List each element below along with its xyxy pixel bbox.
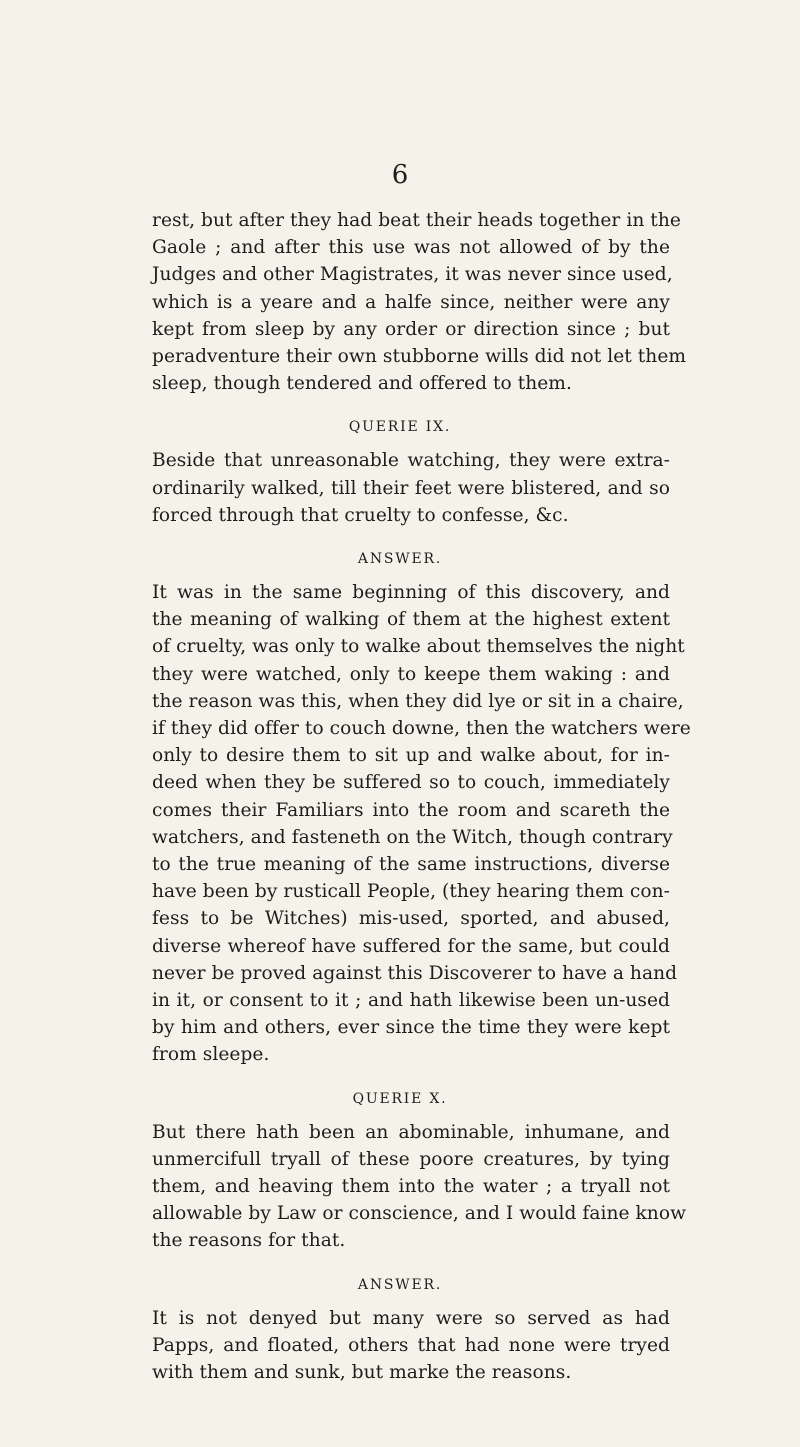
text-line: Beside that unreasonable watching, they were extra- [152,450,670,472]
text-line: allowable by Law or conscience, and I would faine know [152,1203,687,1225]
text-line: them, and heaving them into the water ; a tryall not [152,1176,670,1197]
section-heading-querie-x: QUERIE X. [352,1090,448,1107]
text-line: which is a yeare and a halfe since, neither were any [152,291,670,313]
text-line: Judges and other Magistrates, it was never since used, [152,264,673,286]
text-line: peradventure their own stubborne wills did not let them [152,346,687,368]
text-line: Gaole ; and after this use was not allowed of by the [152,237,670,259]
section-heading-answer-2: ANSWER. [357,1276,443,1293]
paragraph-2 [152,447,670,529]
text-line: watchers, and fasteneth on the Witch, though contrary [152,826,673,848]
text-line: from sleepe. [152,1044,270,1066]
text-line: they were watched, only to keepe them waking : and [152,663,670,685]
text-line: comes their Familiars into the room and scareth the [152,799,670,821]
text-line: kept from sleep by any order or direction since ; but [152,318,670,340]
paragraph-4 [152,1119,687,1255]
text-line: forced through that cruelty to confesse, &c. [152,504,569,526]
page-number: 6 [391,160,409,190]
text-line: in it, or consent to it ; and hath likewise been un-used [152,990,670,1012]
text-line: the reason was this, when they did lye or sit in a chaire, [152,690,684,712]
paragraph-1 [152,207,687,397]
text-line: It was in the same beginning of this discovery, and [152,582,670,603]
text-line: diverse whereof have suffered for the same, but could [152,935,670,957]
text-line: ordinarily walked, till their feet were blistered, and so [152,477,670,499]
text-line: unmercifull tryall of these poore creatures, by tying [152,1148,670,1170]
text-line: But there hath been an abominable, inhumane, and [152,1121,670,1143]
text-line: Papps, and floated, others that had none were tryed [152,1334,670,1356]
text-line: by him and others, ever since the time they were kept [152,1017,670,1039]
text-line: deed when they be suffered so to couch, immediately [152,772,670,794]
text-line: if they did offer to couch downe, then the watchers were [152,718,691,740]
text-line: rest, but after they had beat their heads together in the [152,210,681,231]
text-line: with them and sunk, but marke the reasons. [152,1362,572,1383]
text-line: the meaning of walking of them at the highest extent [152,609,670,631]
paragraph-3 [152,579,691,1069]
text-line: fess to be Witches) mis-used, sported, and abused, [152,908,670,930]
text-line: of cruelty, was only to walke about themselves the night [152,636,685,658]
text-line: It is not denyed but many were so served as had [152,1307,670,1329]
section-heading-answer: ANSWER. [357,551,443,567]
text-line: have been by rusticall People, (they hearing them con- [152,881,670,903]
text-line: the reasons for that. [152,1230,346,1252]
text-line: to the true meaning of the same instructions, diverse [152,854,670,876]
text-line: only to desire them to sit up and walke about, for in- [152,745,670,767]
paragraph-5 [152,1305,670,1387]
text-line: never be proved against this Discoverer to have a hand [152,962,678,984]
text-line: sleep, though tendered and offered to them. [152,373,572,395]
section-heading-querie-ix: QUERIE IX. [348,419,452,436]
